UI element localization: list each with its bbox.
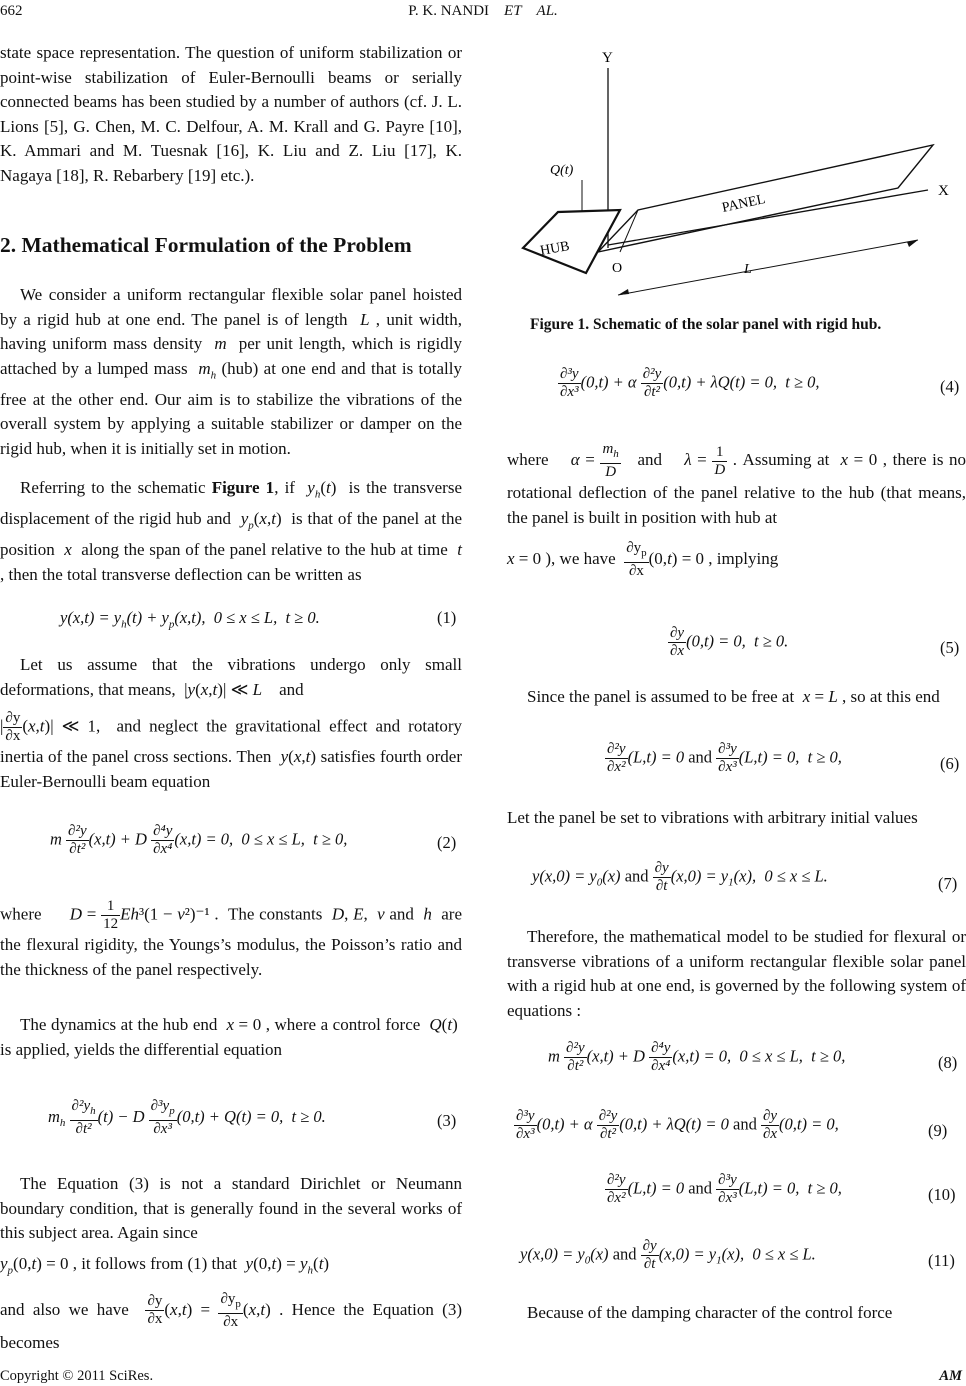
figure-label-panel: PANEL bbox=[720, 192, 767, 216]
equation-11-number: (11) bbox=[928, 1251, 955, 1270]
equation-7: $y(x,0) = y_0(x)$ and $\frac{\partial y}{\partial t}$ $(x,0) = y_1(x)$, 0 ≤ x ≤ L. bbox=[532, 860, 828, 894]
figure-label-hub: HUB bbox=[539, 239, 571, 259]
equation-6-number: (6) bbox=[940, 754, 960, 773]
footer-copyright: Copyright © 2011 SciRes. bbox=[0, 1368, 154, 1384]
running-head-authors: P. K. NANDI ET AL. bbox=[408, 3, 558, 19]
equation-10-number: (10) bbox=[928, 1185, 956, 1204]
left-paragraph-dynamics: The dynamics at the hub end x = 0 , where a control force Q(t) is applied, yields the differential equation bbox=[0, 1015, 462, 1059]
equation-4-number: (4) bbox=[940, 377, 960, 396]
equation-5-number: (5) bbox=[940, 638, 960, 657]
left-paragraph-model: We consider a uniform rectangular flexible solar panel hoisted by a rigid hub at one end. The panel is of length L , unit width, having uniform mass density m per unit length, which is rigidly attached by a lumped mass $m_h$ (hub) at one end and that is totally free at the other end. Our aim is to stabilize the vibrations of the overall system by applying a suitable stabilizer or damper on the rigid hub, when it is initially set in motion. bbox=[0, 285, 462, 458]
right-paragraph-damping: Because of the damping character of the control force bbox=[527, 1303, 893, 1322]
equation-10: $\frac{\text{∂²y}}{\text{∂x²}}$ (L,t) = 0 and $\frac{\text{∂³y}}{\text{∂x³}}$ (L,t) = 0, t ≥ 0, bbox=[607, 1172, 842, 1206]
equation-8-number: (8) bbox=[938, 1053, 958, 1072]
equation-2-number: (2) bbox=[437, 833, 457, 852]
figure-label-o: O bbox=[612, 261, 623, 276]
equation-2: m $\frac{\text{∂²y}}{\text{∂t²}}$ (x,t) + D $\frac{\text{∂⁴y}}{\text{∂x⁴}}$ (x,t) = 0, 0 ≤ x ≤ L, t ≥ 0, bbox=[50, 823, 348, 857]
equation-3: $m_h$ $\frac{\partial^2y_h}{\text{∂t²}}$ (t) − D $\frac{\partial^3y_p}{\text{∂x³}}$ (0,t) + Q(t) = 0, t ≥ 0. bbox=[48, 1098, 326, 1137]
equation-6: $\frac{\text{∂²y}}{\text{∂x²}}$ (L,t) = 0 and $\frac{\text{∂³y}}{\text{∂x³}}$ (L,t) = 0, t ≥ 0, bbox=[607, 741, 842, 775]
equation-9: $\frac{\text{∂³y}}{\text{∂x³}}$ (0,t) + α $\frac{\text{∂²y}}{\text{∂t²}}$ (0,t) + λQ(t) = 0 and $\frac{\partial y}{\partial x}$ (0,t) = 0, bbox=[516, 1108, 839, 1142]
left-paragraph-assumption: Let us assume that the vibrations undergo only small deformations, that means, |y(x,t)| ≪ L and | $\frac{\partial y}{\partial x}$ (x,t)| ≪ 1, and neglect the gravitational effect and rotatory inertia of the panel cross sections. Then y(x,t) satisfies fourth order Euler-Bernoulli beam equation bbox=[0, 655, 463, 791]
section-heading: 2. Mathematical Formulation of the Problem bbox=[0, 233, 412, 257]
equation-5: $\frac{\partial y}{\partial x}$ (0,t) = 0, t ≥ 0. bbox=[670, 625, 789, 659]
left-paragraph-intro: state space representation. The question of uniform stabilization or point-wise stabilization of Euler-Bernoulli beams or serially connected beams has been studied by a number of authors (cf. J. L. Lions [5], G. Chen, M. C. Delfour, A. M. Krall and G. Payre [10], K. Ammari and M. Tuesnak [16], K. Liu and Z. Liu [17], K. Nagaya [18], R. Rebarbery [19] etc.). bbox=[0, 43, 462, 185]
right-paragraph-initial: Let the panel be set to vibrations with arbitrary initial values bbox=[507, 808, 918, 827]
equation-11: $y(x,0) = y_0(x)$ and $\frac{\partial y}{\partial t}$ $(x,0) = y_1(x)$, 0 ≤ x ≤ L. bbox=[520, 1238, 816, 1272]
figure-label-l: L bbox=[744, 262, 752, 277]
right-paragraph-where: where α = $\frac{m_h}{D}$ and λ = $\frac{1}{D}$ . Assuming at x = 0 , there is no rotational deflection of the panel relative to the hub (that means, the panel is built in position with hub at x = 0 ), we have $\frac{\partial y_p}{\partial x}$ (0,t) = 0 , implying bbox=[507, 441, 966, 580]
equation-1: $y(x,t) = y_h(t) + y_p(x,t)$, 0 ≤ x ≤ L, t ≥ 0. bbox=[60, 608, 320, 631]
equation-7-number: (7) bbox=[938, 874, 958, 893]
equation-8: m $\frac{\text{∂²y}}{\text{∂t²}}$ (x,t) + D $\frac{\text{∂⁴y}}{\text{∂x⁴}}$ (x,t) = 0, 0 ≤ x ≤ L, t ≥ 0, bbox=[548, 1040, 846, 1074]
equation-3-number: (3) bbox=[437, 1111, 457, 1130]
right-paragraph-free-end: Since the panel is assumed to be free at x = L , so at this end bbox=[527, 687, 940, 706]
left-paragraph-constants: where D = $\frac{1}{12}$ Eh³(1 − ν²)⁻¹ . The constants D, E, ν and h are the flexural rigidity, the Youngs’s modulus, the Poisson’s ratio and the thickness of the panel respectively. bbox=[0, 898, 463, 979]
equation-9-number: (9) bbox=[928, 1121, 948, 1140]
right-paragraph-system: Therefore, the mathematical model to be studied for flexural or transverse vibrations of a uniform rectangular flexible solar panel with a rigid hub at one end, is governed by the following system of equations : bbox=[507, 927, 966, 1020]
figure-label-y: Y bbox=[602, 50, 613, 66]
figure-1-schematic bbox=[508, 40, 966, 305]
equation-1-number: (1) bbox=[437, 608, 457, 627]
equation-4: $\frac{\text{∂³y}}{\text{∂x³}}$ (0,t) + α $\frac{\text{∂²y}}{\text{∂t²}}$ (0,t) + λQ(t) = 0, t ≥ 0, bbox=[560, 366, 820, 400]
figure-label-q: Q(t) bbox=[550, 163, 574, 178]
figure-caption: Figure 1. Schematic of the solar panel with rigid hub. bbox=[530, 316, 882, 333]
left-paragraph-schematic: Referring to the schematic Figure 1, if $y_h(t)$ is the transverse displacement of the rigid hub and $y_p(x,t)$ is that of the panel at the position x along the span of the panel relative to the hub at time t , then the total transverse deflection can be written as bbox=[0, 478, 462, 584]
page-number: 662 bbox=[0, 3, 23, 19]
left-paragraph-boundary: The Equation (3) is not a standard Dirichlet or Neumann boundary condition, that is generally found in the several works of this subject area. Again since $y_p(0,t) = 0$ , it follows from (1) that $y(0,t) = y_h(t)$ and also we have $\frac{\partial y}{\partial x}$ (x,t) = $\frac{\partial y_p}{\partial x}$ (x,t) . Hence the Equation (3) becomes bbox=[0, 1174, 463, 1352]
figure-label-x: X bbox=[938, 183, 949, 199]
footer-journal: AM bbox=[939, 1368, 962, 1384]
